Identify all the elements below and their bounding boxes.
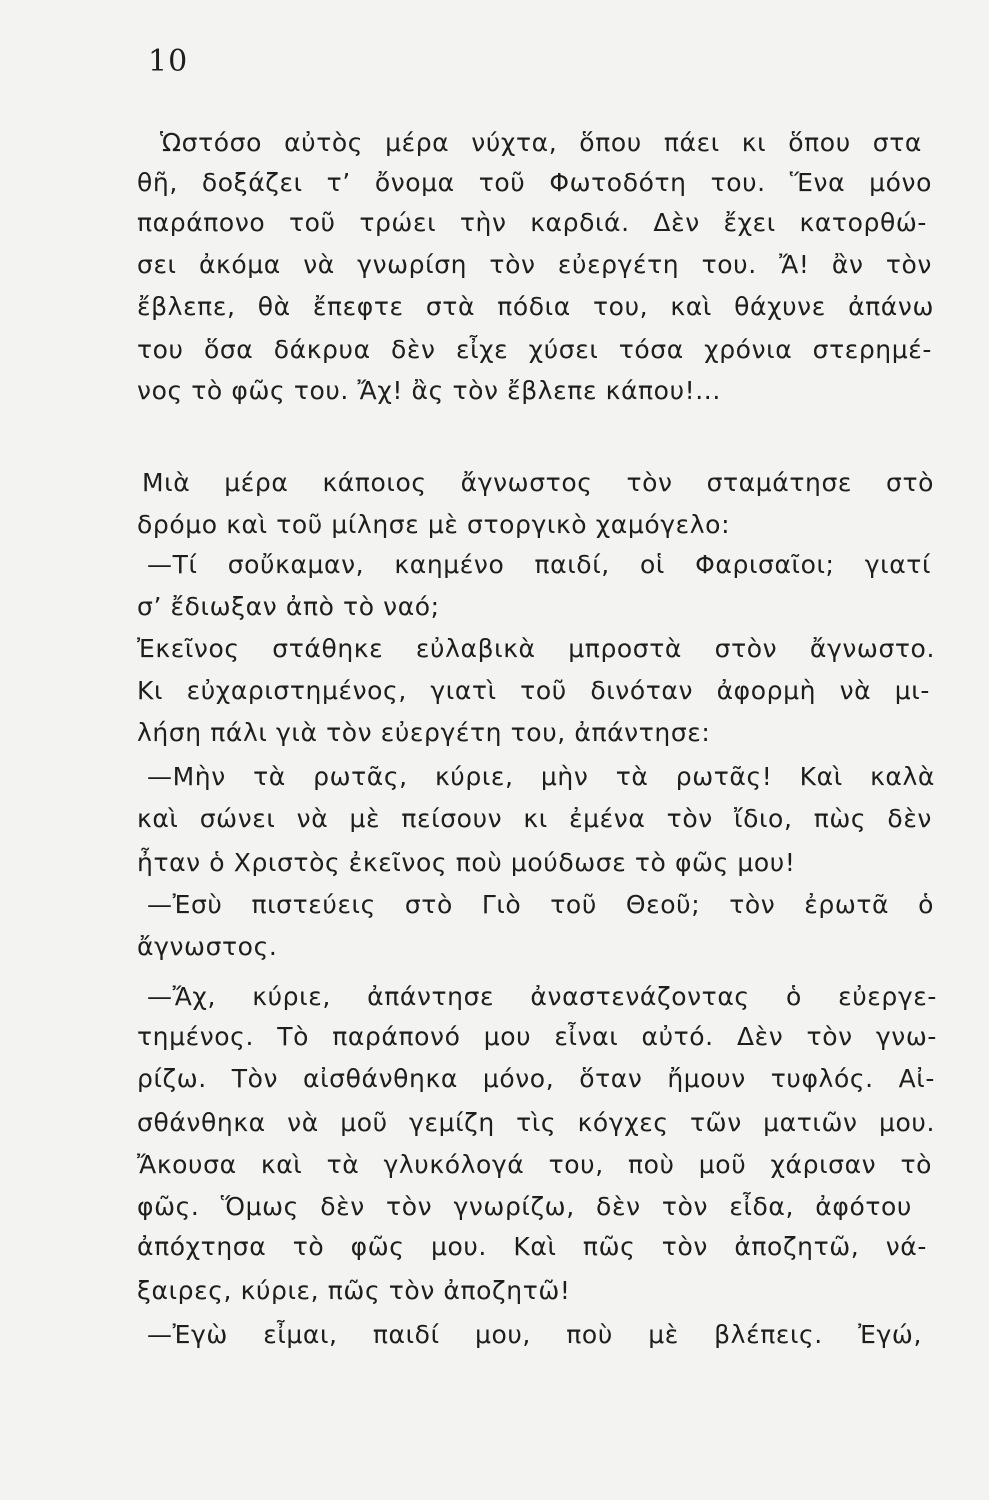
text-line: λήση πάλι γιὰ τὸν εὐεργέτη του, ἀπάντησε: <box>137 718 711 747</box>
text-line: καὶ σώνει νὰ μὲ πείσουν κι ἐμένα τὸν ἴδιο, πὼς δὲν <box>137 804 932 833</box>
text-line: του ὅσα δάκρυα δὲν εἶχε χύσει τόσα χρόνια στερημέ- <box>137 335 932 364</box>
text-line: ρίζω. Τὸν αἰσθάνθηκα μόνο, ὅταν ἤμουν τυφλός. Αἰ- <box>137 1064 935 1093</box>
text-line: ἦταν ὁ Χριστὸς ἐκεῖνος ποὺ μούδωσε τὸ φῶς μου! <box>137 848 796 877</box>
text-line: Ὡστόσο αὐτὸς μέρα νύχτα, ὅπου πάει κι ὅπου στα <box>160 128 922 157</box>
text-line: Ἐκεῖνος στάθηκε εὐλαβικὰ μπροστὰ στὸν ἄγνωστο. <box>137 634 935 663</box>
text-line: τημένος. Τὸ παράπονό μου εἶναι αὐτό. Δὲν τὸν γνω- <box>137 1022 937 1051</box>
text-line: Ἄκουσα καὶ τὰ γλυκόλογά του, ποὺ μοῦ χάρισαν τὸ <box>137 1150 932 1179</box>
text-line: Κι εὐχαριστημένος, γιατὶ τοῦ δινόταν ἀφορμὴ νὰ μι- <box>137 676 930 705</box>
text-line: ἀπόχτησα τὸ φῶς μου. Καὶ πῶς τὸν ἀποζητῶ, νά- <box>137 1232 927 1261</box>
text-line: σει ἀκόμα νὰ γνωρίση τὸν εὐεργέτη του. Ἄ! ἂν τὸν <box>137 250 932 279</box>
text-line: —Ἐγὼ εἶμαι, παιδί μου, ποὺ μὲ βλέπεις. Ἐγώ, <box>147 1320 922 1349</box>
text-line: —Ἐσὺ πιστεύεις στὸ Γιὸ τοῦ Θεοῦ; τὸν ἐρωτᾶ ὁ <box>147 890 934 919</box>
text-line: σ’ ἔδιωξαν ἀπὸ τὸ ναό; <box>137 592 440 621</box>
text-line: ξαιρες, κύριε, πῶς τὸν ἀποζητῶ! <box>137 1276 571 1305</box>
text-line: θῆ, δοξάζει τ’ ὄνομα τοῦ Φωτοδότη του. Ἕνα μόνο <box>137 168 932 197</box>
text-line: ἔβλεπε, θὰ ἔπεφτε στὰ πόδια του, καὶ θάχυνε ἀπάνω <box>137 292 934 321</box>
text-line: ἄγνωστος. <box>137 932 278 961</box>
text-line: φῶς. Ὅμως δὲν τὸν γνωρίζω, δὲν τὸν εἶδα, ἀφότου <box>137 1192 912 1221</box>
text-line: —Τί σοὔκαμαν, καημένο παιδί, οἱ Φαρισαῖοι; γιατί <box>147 550 931 579</box>
text-line: —Μὴν τὰ ρωτᾶς, κύριε, μὴν τὰ ρωτᾶς! Καὶ καλὰ <box>147 762 935 791</box>
text-line: νος τὸ φῶς του. Ἄχ! ἂς τὸν ἔβλεπε κάπου!... <box>137 376 721 405</box>
text-line: Μιὰ μέρα κάποιος ἄγνωστος τὸν σταμάτησε στὸ <box>142 468 934 497</box>
text-line: παράπονο τοῦ τρώει τὴν καρδιά. Δὲν ἔχει κατορθώ- <box>137 208 927 237</box>
page-number: 10 <box>148 44 189 79</box>
text-line: —Ἄχ, κύριε, ἀπάντησε ἀναστενάζοντας ὁ εὐεργε- <box>147 982 937 1011</box>
text-line: σθάνθηκα νὰ μοῦ γεμίζη τὶς κόγχες τῶν ματιῶν μου. <box>137 1108 935 1137</box>
text-line: δρόμο καὶ τοῦ μίλησε μὲ στοργικὸ χαμόγελο: <box>137 510 731 539</box>
